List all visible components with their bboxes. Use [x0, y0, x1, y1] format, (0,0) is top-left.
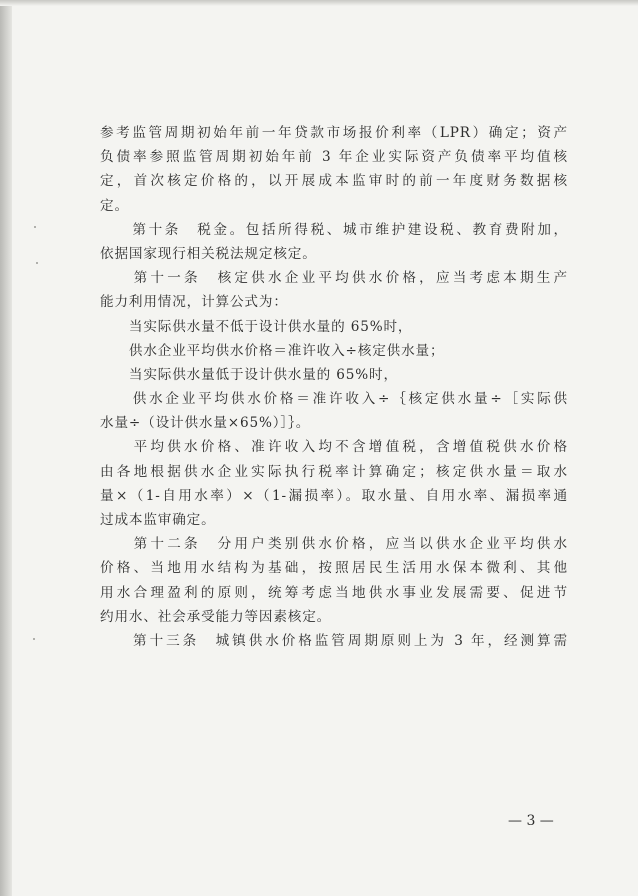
- text-line: 参考监管周期初始年前一年贷款市场报价利率（LPR）确定；资产: [100, 125, 568, 141]
- text-line: 用水合理盈利的原则，统筹考虑当地供水事业发展需要、促进节: [100, 584, 568, 601]
- text-line: 依据国家现行相关税法规定核定。: [100, 245, 317, 262]
- scan-speck: [36, 262, 38, 264]
- text-line: 价格、当地用水结构为基础，按照居民生活用水保本微利、其他: [100, 560, 568, 577]
- text-line: 能力利用情况，计算公式为：: [100, 294, 288, 311]
- formula-line: 供水企业平均供水价格＝准许收入÷核定供水量；: [100, 342, 445, 359]
- scan-shadow-top: [0, 0, 638, 6]
- text-line: 定，首次核定价格的，以开展成本监审时的前一年度财务数据核: [100, 173, 568, 190]
- article-13-line: 第十三条 城镇供水价格监管周期原则上为 3 年，经测算需: [100, 632, 568, 649]
- text-line: 约用水、社会承受能力等因素核定。: [100, 608, 332, 625]
- formula-line: 水量÷（设计供水量×65%）］｝。: [100, 415, 311, 432]
- scan-speck: [34, 226, 36, 228]
- scan-shadow-left: [0, 0, 12, 896]
- text-line: 过成本监审确定。: [100, 512, 216, 528]
- text-line: 定。: [100, 197, 129, 214]
- text-line: 量×（1-自用水率）×（1-漏损率）。取水量、自用水率、漏损率通: [100, 487, 568, 504]
- page-number: — 3 —: [508, 813, 554, 829]
- article-12-line: 第十二条 分用户类别供水价格，应当以供水企业平均供水: [100, 536, 568, 553]
- article-10-line: 第十条 税金。包括所得税、城市维护建设税、教育费附加，: [100, 221, 568, 238]
- formula-line: 供水企业平均供水价格＝准许收入÷｛核定供水量÷［实际供: [100, 391, 568, 408]
- scan-speck: [33, 638, 35, 640]
- article-11-line: 第十一条 核定供水企业平均供水价格，应当考虑本期生产: [100, 270, 568, 287]
- text-line: 平均供水价格、准许收入均不含增值税，含增值税供水价格: [100, 439, 568, 456]
- condition-line: 当实际供水量低于设计供水量的 65%时，: [100, 366, 398, 383]
- body-text: [100, 121, 568, 653]
- text-line: 由各地根据供水企业实际执行税率计算确定；核定供水量＝取水: [100, 463, 568, 480]
- condition-line: 当实际供水量不低于设计供水量的 65%时，: [100, 318, 413, 335]
- text-line: 负债率参照监管周期初始年前 3 年企业实际资产负债率平均值核: [100, 149, 568, 166]
